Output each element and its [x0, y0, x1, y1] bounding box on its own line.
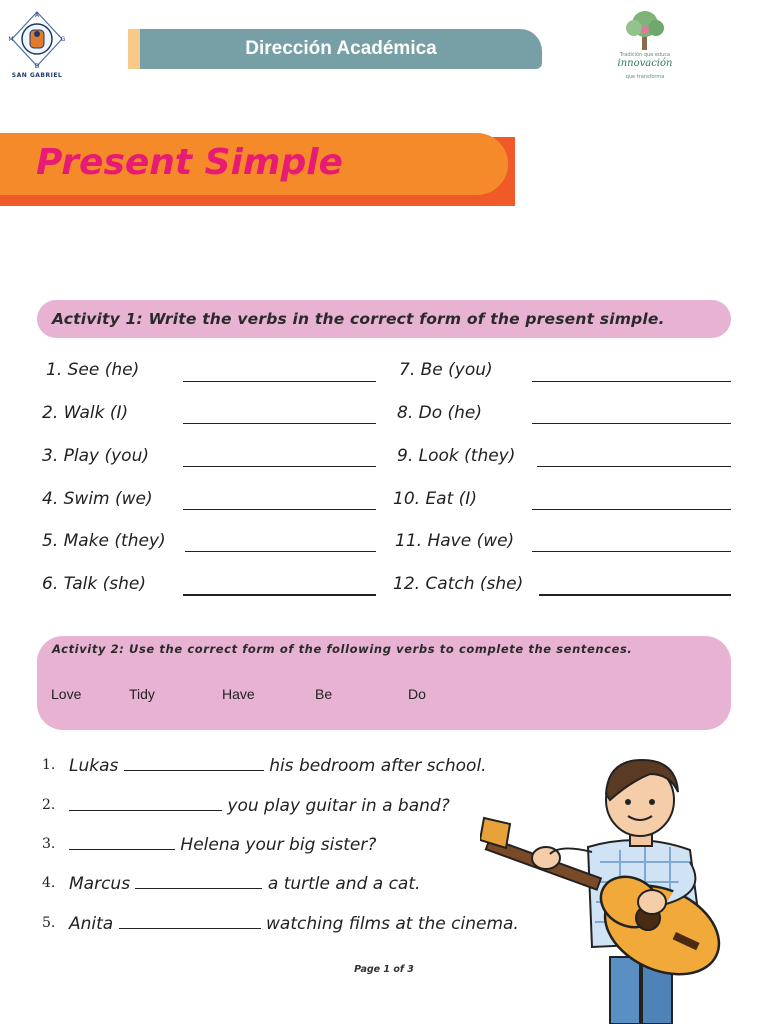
sentence-number: 3.	[42, 836, 56, 852]
sentence	[69, 833, 376, 855]
sentence	[69, 754, 487, 776]
verb-option: Do	[408, 686, 426, 702]
sentence-before: Lukas	[69, 756, 119, 776]
innovation-logo	[606, 8, 684, 88]
activity1-heading: Activity 1: Write the verbs in the correct form of the present simple.	[52, 310, 665, 328]
svg-text:M: M	[8, 36, 14, 43]
svg-text:A: A	[34, 12, 40, 19]
activity1-item: 3. Play (you)	[42, 446, 149, 466]
sentence-blank[interactable]	[119, 912, 261, 929]
sentence	[69, 912, 519, 934]
sentence-number: 4.	[42, 875, 56, 891]
activity1-item: 8. Do (he)	[397, 403, 483, 423]
answer-line[interactable]	[532, 551, 731, 552]
answer-line[interactable]	[183, 594, 376, 596]
activity1-item: 7. Be (you)	[399, 360, 493, 380]
answer-line[interactable]	[185, 551, 376, 552]
verb-option: Have	[222, 686, 255, 702]
activity1-item: 4. Swim (we)	[42, 489, 153, 509]
activity1-item: 10. Eat (I)	[393, 489, 477, 509]
logo-tagline-bottom: que transforma	[625, 74, 665, 80]
answer-line[interactable]	[539, 594, 731, 596]
sentence-blank[interactable]	[135, 872, 262, 889]
sentence-after: you play guitar in a band?	[227, 796, 450, 816]
answer-line[interactable]	[532, 423, 731, 424]
sentence	[69, 794, 450, 816]
verb-option: Love	[51, 686, 82, 702]
sentence-after: watching films at the cinema.	[266, 914, 519, 934]
logo-tagline-top: Tradición que educa	[619, 52, 671, 58]
verb-option: Be	[315, 686, 333, 702]
activity1-item: 12. Catch (she)	[393, 574, 524, 594]
sentence-blank[interactable]	[69, 833, 175, 850]
sentence-before: Marcus	[69, 874, 131, 894]
activity1-item: 2. Walk (I)	[42, 403, 129, 423]
answer-line[interactable]	[183, 381, 376, 382]
sentence-number: 1.	[42, 757, 56, 773]
sentence	[69, 872, 420, 894]
answer-line[interactable]	[183, 509, 376, 510]
sentence-after: his bedroom after school.	[269, 756, 487, 776]
tree-icon	[606, 8, 684, 52]
verb-option: Tidy	[129, 686, 155, 702]
sentence-before: Anita	[69, 914, 114, 934]
answer-line[interactable]	[532, 509, 731, 510]
boy-with-guitar-illustration	[480, 752, 730, 1024]
header-banner	[140, 29, 542, 69]
school-logo-text: SAN GABRIEL	[11, 72, 63, 79]
answer-line[interactable]	[532, 381, 731, 382]
activity2-heading: Activity 2: Use the correct form of the following verbs to complete the sentences.	[52, 642, 633, 656]
logo-caption: innovación	[617, 58, 673, 69]
activity1-item: 1. See (he)	[46, 360, 140, 380]
school-logo	[6, 8, 68, 86]
answer-line[interactable]	[183, 423, 376, 424]
sentence-blank[interactable]	[69, 794, 222, 811]
school-crest-icon	[6, 8, 68, 72]
sentence-blank[interactable]	[124, 754, 264, 771]
activity1-item: 5. Make (they)	[42, 531, 166, 551]
activity1-item: 9. Look (they)	[397, 446, 516, 466]
activity1-item: 11. Have (we)	[395, 531, 515, 551]
sentence-number: 5.	[42, 915, 56, 931]
svg-text:D: D	[34, 63, 40, 70]
banner-title: Dirección Académica	[245, 38, 437, 59]
activity1-item: 6. Talk (she)	[42, 574, 146, 594]
sentence-after: a turtle and a cat.	[267, 874, 421, 894]
svg-text:G: G	[60, 36, 66, 43]
sentence-number: 2.	[42, 797, 56, 813]
page-title: Present Simple	[36, 142, 343, 183]
page-footer: Page 1 of 3	[354, 964, 414, 975]
answer-line[interactable]	[183, 466, 376, 467]
sentence-after: Helena your big sister?	[180, 835, 377, 855]
answer-line[interactable]	[537, 466, 731, 467]
